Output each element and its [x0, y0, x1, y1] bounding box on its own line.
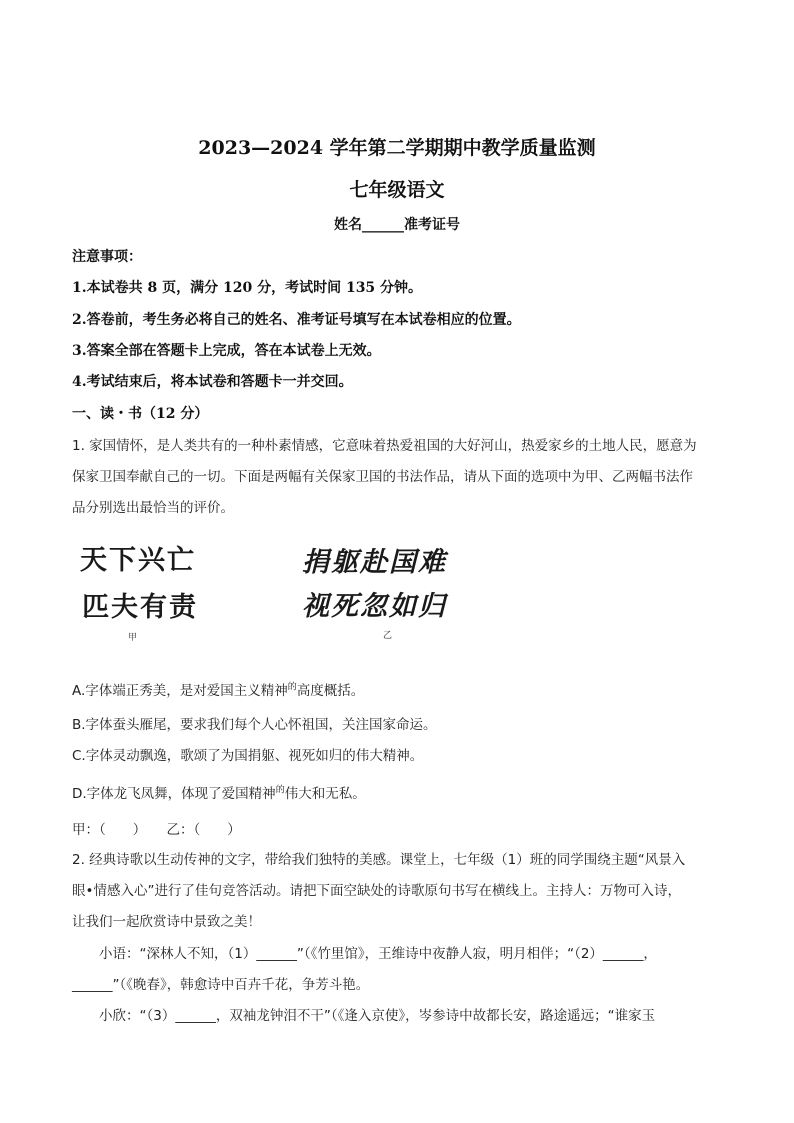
q2-text: 让我们一起欣赏诗中景致之美！: [72, 914, 261, 930]
notes-heading: 注意事项：: [72, 249, 142, 265]
q1-text: 1. 家国情怀，是人类共有的一种朴素情感，它意味着热爱祖国的大好河山，热爱家乡的土地人民，愿意为: [72, 438, 697, 454]
exam-title: 2023—2024 学年第二学期期中教学质量监测: [198, 137, 596, 159]
q2-text: 小欣：“（3）______，双袖龙钟泪不干”（《逢入京使》，岑参诗中故都长安，路途遥远；“谁家玉: [72, 1008, 656, 1024]
option-d-text: 伟大和无私。: [284, 786, 366, 802]
q2-text: ______”（《晚春》，韩愈诗中百卉千花，争芳斗艳。: [72, 977, 370, 993]
caption-jia: 甲: [128, 633, 138, 643]
caption-yi: 乙: [383, 631, 393, 641]
option-d-text: D.字体龙飞凤舞，体现了爱国精神: [72, 786, 276, 802]
section-heading: 一、读・书（12 分）: [72, 406, 209, 422]
option-a-text: 高度概括。: [296, 683, 365, 699]
note-item: 2.答卷前，考生务必将自己的姓名、准考证号填写在本试卷相应的位置。: [72, 312, 521, 328]
q2-text: 2. 经典诗歌以生动传神的文字，带给我们独特的美感。课堂上，七年级（1）班的同学围绕主题“风景入: [72, 852, 686, 868]
q1-text: 保家卫国奉献自己的一切。下面是两幅有关保家卫国的书法作品，请从下面的选项中为甲、乙两幅书法作: [72, 469, 693, 485]
option-a-small: 的: [287, 682, 297, 693]
option-c: C.字体灵动飘逸，歌颂了为国捐躯、视死如归的伟大精神。: [72, 748, 424, 764]
calligraphy-yi-line: 视死忽如归: [302, 591, 447, 622]
option-d: [72, 782, 366, 802]
option-b: B.字体蚕头雁尾，要求我们每个人心怀祖国，关注国家命运。: [72, 717, 437, 733]
exam-subtitle: 七年级语文: [349, 179, 445, 201]
option-d-small: 的: [275, 785, 285, 796]
name-id-line: 姓名______准考证号: [334, 217, 460, 233]
option-a: [72, 679, 364, 699]
note-item: 1.本试卷共 8 页，满分 120 分，考试时间 135 分钟。: [72, 280, 423, 296]
q1-text: 品分别选出最恰当的评价。: [72, 500, 234, 516]
calligraphy-yi-line: 捐躯赴国难: [302, 547, 447, 578]
q2-text: 眼•情感入心”进行了佳句竞答活动。请把下面空缺处的诗歌原句书写在横线上。主持人：万物可入诗，: [72, 883, 681, 899]
note-item: 3.答案全部在答题卡上完成，答在本试卷上无效。: [72, 343, 381, 359]
calligraphy-jia-line: 匹夫有责: [82, 592, 198, 623]
answer-line: 甲：（ ） 乙：（ ）: [72, 822, 241, 838]
calligraphy-jia-line: 天下兴亡: [80, 545, 196, 576]
note-item: 4.考试结束后，将本试卷和答题卡一并交回。: [72, 374, 353, 390]
q2-text: 小语：“深林人不知，（1）______”（《竹里馆》，王维诗中夜静人寂，明月相伴；“（2）______，: [72, 946, 657, 962]
option-a-text: A.字体端正秀美，是对爱国主义精神: [72, 683, 288, 699]
